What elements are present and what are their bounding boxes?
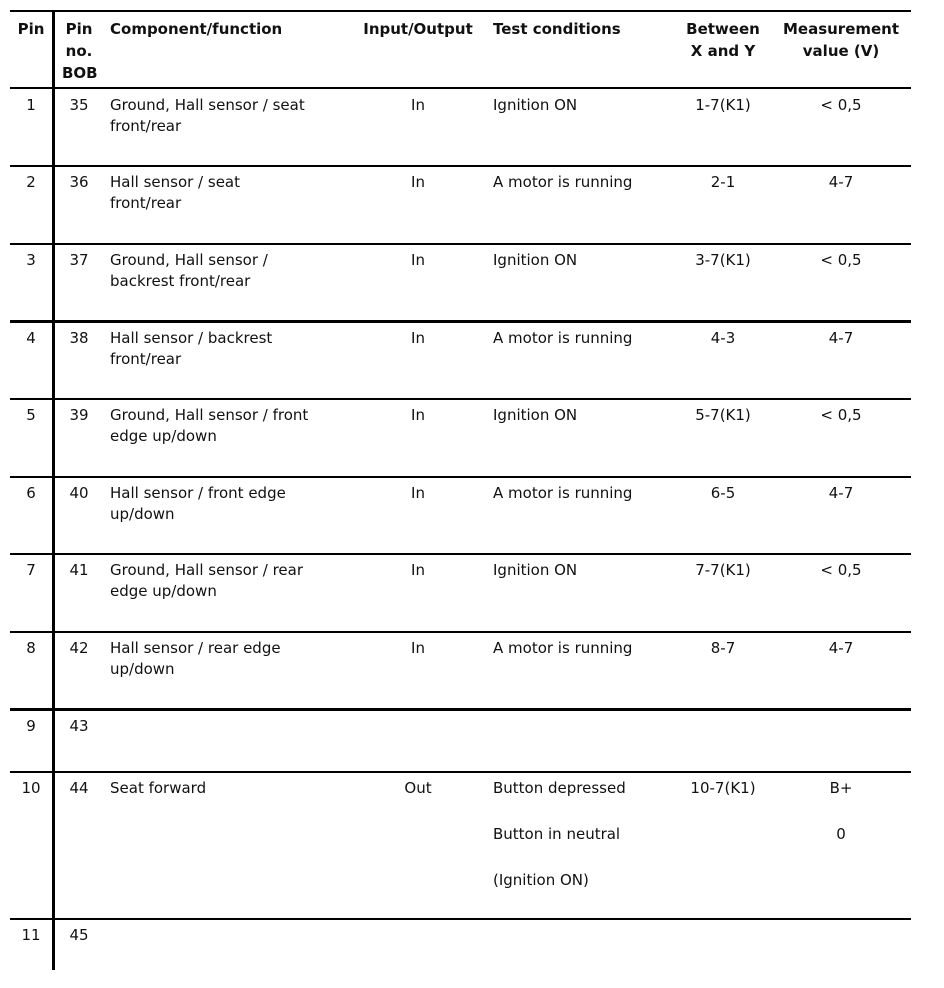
table-cell-bob: 41	[69, 561, 89, 579]
table-cell-io: Out	[404, 779, 432, 797]
cell-line: front/rear	[110, 117, 182, 135]
header-pin: Pin	[17, 20, 45, 38]
table-cell-meas	[775, 95, 907, 116]
header-divider	[10, 87, 911, 89]
cell-line: backrest front/rear	[110, 272, 251, 290]
table-cell-pin: 3	[26, 251, 36, 269]
cell-line: Ground, Hall sensor /	[110, 251, 268, 269]
cell-line: Hall sensor / front edge	[110, 484, 286, 502]
table-cell-btw: 4-3	[710, 329, 736, 347]
cell-line: Ground, Hall sensor / rear	[110, 561, 304, 579]
column-divider	[52, 11, 55, 970]
table-cell-pin: 10	[21, 779, 41, 797]
header-line: BOB	[62, 64, 98, 82]
cell-line: A motor is running	[493, 639, 633, 657]
cell-line: Ignition ON	[493, 561, 578, 579]
cell-line: edge up/down	[110, 582, 217, 600]
table-cell-test	[493, 778, 626, 916]
table-cell-comp	[110, 95, 305, 137]
table-cell-bob: 40	[69, 484, 89, 502]
header-line: X and Y	[690, 42, 756, 60]
header-component: Component/function	[110, 20, 283, 38]
cell-line: Hall sensor / seat	[110, 173, 240, 191]
table-cell-btw: 2-1	[710, 173, 736, 191]
row-divider	[10, 631, 911, 633]
table-cell-io: In	[411, 484, 425, 502]
table-cell-btw: 6-5	[710, 484, 736, 502]
row-divider	[10, 553, 911, 555]
table-cell-pin: 1	[26, 96, 36, 114]
table-cell-pin: 9	[26, 717, 36, 735]
cell-line: front/rear	[110, 194, 182, 212]
table-cell-test	[493, 250, 577, 271]
table-cell-io: In	[411, 329, 425, 347]
row-divider	[10, 476, 911, 478]
cell-line: edge up/down	[110, 427, 217, 445]
cell-line: front/rear	[110, 350, 182, 368]
header-line: Between	[686, 20, 760, 38]
table-cell-meas	[775, 638, 907, 659]
table-cell-io: In	[411, 561, 425, 579]
table-cell-btw: 5-7(K1)	[695, 406, 751, 424]
cell-line: A motor is running	[493, 329, 633, 347]
table-cell-pin: 7	[26, 561, 36, 579]
table-cell-bob: 38	[69, 329, 89, 347]
table-cell-btw: 7-7(K1)	[695, 561, 751, 579]
cell-line: Hall sensor / rear edge	[110, 639, 281, 657]
table-cell-pin: 8	[26, 639, 36, 657]
cell-line: Button depressed	[493, 779, 626, 797]
row-divider	[10, 320, 911, 323]
header-line: Pin	[65, 20, 93, 38]
header-test: Test conditions	[493, 20, 621, 38]
table-cell-meas	[775, 405, 907, 426]
table-cell-btw: 10-7(K1)	[690, 779, 756, 797]
table-cell-test	[493, 638, 632, 659]
header-line: Measurement	[782, 20, 900, 38]
cell-line: 4-7	[828, 173, 854, 191]
cell-line: 0	[836, 825, 846, 843]
table-cell-comp	[110, 250, 268, 292]
table-cell-bob: 43	[69, 717, 89, 735]
table-cell-test	[493, 483, 632, 504]
table-cell-meas	[775, 250, 907, 271]
cell-line: B+	[829, 779, 853, 797]
table-cell-bob: 42	[69, 639, 89, 657]
cell-line: A motor is running	[493, 484, 633, 502]
cell-line: Ignition ON	[493, 96, 578, 114]
table-cell-test	[493, 172, 632, 193]
cell-line: Seat forward	[110, 779, 207, 797]
cell-line: A motor is running	[493, 173, 633, 191]
table-cell-io: In	[411, 639, 425, 657]
table-cell-comp	[110, 328, 272, 370]
table-cell-comp	[110, 778, 206, 799]
table-cell-pin: 2	[26, 173, 36, 191]
table-cell-bob: 35	[69, 96, 89, 114]
table-cell-io: In	[411, 173, 425, 191]
row-divider	[10, 165, 911, 167]
cell-line: Ignition ON	[493, 406, 578, 424]
header-io: Input/Output	[363, 20, 473, 38]
row-divider	[10, 398, 911, 400]
table-cell-io: In	[411, 251, 425, 269]
table-cell-io: In	[411, 406, 425, 424]
table-cell-comp	[110, 405, 308, 447]
table-cell-pin: 11	[21, 926, 41, 944]
table-cell-meas	[775, 172, 907, 193]
cell-line: 4-7	[828, 484, 854, 502]
table-cell-btw: 8-7	[710, 639, 736, 657]
row-divider	[10, 708, 911, 711]
row-divider	[10, 243, 911, 245]
table-cell-comp	[110, 560, 303, 602]
table-cell-pin: 4	[26, 329, 36, 347]
cell-line: (Ignition ON)	[493, 871, 589, 889]
table-cell-test	[493, 560, 577, 581]
cell-line: Button in neutral	[493, 825, 621, 843]
table-cell-pin: 5	[26, 406, 36, 424]
table-cell-btw: 1-7(K1)	[695, 96, 751, 114]
cell-line: up/down	[110, 660, 175, 678]
table-cell-bob: 39	[69, 406, 89, 424]
cell-line: Hall sensor / backrest	[110, 329, 273, 347]
cell-line: Ground, Hall sensor / front	[110, 406, 309, 424]
row-divider	[10, 771, 911, 773]
cell-line: up/down	[110, 505, 175, 523]
cell-line: < 0,5	[820, 561, 862, 579]
table-cell-comp	[110, 483, 286, 525]
table-cell-btw: 3-7(K1)	[695, 251, 751, 269]
cell-line: 4-7	[828, 329, 854, 347]
cell-line: < 0,5	[820, 406, 862, 424]
table-cell-bob: 36	[69, 173, 89, 191]
table-cell-bob: 45	[69, 926, 89, 944]
table-cell-io: In	[411, 96, 425, 114]
table-cell-meas	[775, 328, 907, 349]
cell-line: Ignition ON	[493, 251, 578, 269]
cell-line: Ground, Hall sensor / seat	[110, 96, 305, 114]
header-pin-no-bob	[62, 18, 96, 84]
table-cell-comp	[110, 638, 281, 680]
table-cell-meas	[775, 483, 907, 504]
table-cell-test	[493, 405, 577, 426]
table-cell-comp	[110, 172, 240, 214]
header-between	[672, 18, 774, 62]
table-top-border	[10, 10, 911, 12]
cell-line: < 0,5	[820, 251, 862, 269]
table-cell-meas	[775, 560, 907, 581]
header-line: no.	[65, 42, 93, 60]
table-cell-bob: 37	[69, 251, 89, 269]
table-cell-test	[493, 328, 632, 349]
cell-line: < 0,5	[820, 96, 862, 114]
table-cell-pin: 6	[26, 484, 36, 502]
table-cell-bob: 44	[69, 779, 89, 797]
row-divider	[10, 918, 911, 920]
header-measurement	[775, 18, 907, 62]
header-line: value (V)	[802, 42, 880, 60]
cell-line: 4-7	[828, 639, 854, 657]
table-cell-test	[493, 95, 577, 116]
table-cell-meas	[775, 778, 907, 870]
